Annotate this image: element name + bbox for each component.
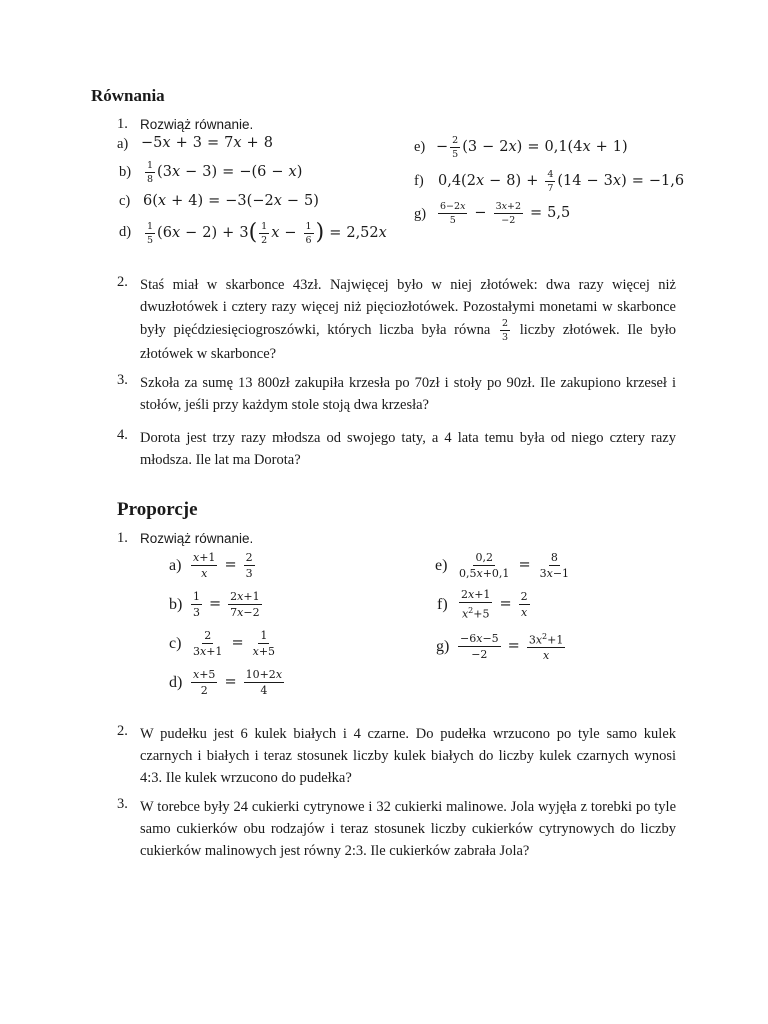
item-label: b): [169, 596, 183, 613]
item-label: b): [119, 164, 132, 180]
item-label: a): [117, 136, 129, 152]
section-title-proporcje: Proporcje: [117, 499, 198, 520]
equation: $\frac{1}{8}$ (3 x − 3) = −(6 − x ): [147, 159, 303, 185]
section-title-rownania: Równania: [91, 86, 165, 105]
item-label: c): [169, 635, 182, 652]
task-number: 3.: [117, 372, 128, 388]
task-number: 1.: [117, 530, 128, 546]
equation: $\frac{x+1}{x}$ = $\frac{2}{3}$: [193, 550, 253, 580]
item-label: a): [169, 557, 182, 574]
item-label: c): [119, 193, 131, 209]
equation: − $\frac{2}{5}$ (3 − 2 x ) = 0,1(4 x + 1): [436, 134, 628, 160]
task-instruction: Rozwiąż równanie.: [140, 531, 254, 546]
item-label: e): [435, 557, 448, 574]
task-text: Staś miał w skarbonce 43zł. Najwięcej było w niej złotówek: dwa razy więcej niż dwuzłotówek i cztery razy więcej niż pięciozłotówek. Pozostałymi monetami w skarbonce były pięćdziesięciogroszówki, których liczba była równa $\frac{2}{3}$ liczby złotówek. Ile było złotówek w skarbonce?: [140, 277, 676, 362]
equation: $\frac{-6x-5}{-2}$ = $\frac{3x^2+1}{x}$: [460, 631, 564, 663]
equation: 6( x + 4) = −3(−2 x − 5): [143, 193, 319, 209]
task-number: 3.: [117, 796, 128, 812]
item-label: f): [414, 173, 424, 189]
equation: $\frac{6-2x}{5}$ − $\frac{3x+2}{-2}$ = 5,5: [440, 200, 571, 226]
task-number: 2.: [117, 723, 128, 739]
item-label: d): [119, 224, 132, 240]
task-number: 4.: [117, 427, 128, 443]
equation: $\frac{0,2}{0,5x+0,1}$ = $\frac{8}{3x-1}$: [459, 550, 570, 580]
equation: $\frac{x+5}{2}$ = $\frac{10+2x}{4}$: [193, 667, 283, 697]
item-label: d): [169, 674, 183, 691]
task-number: 1.: [117, 116, 128, 132]
task-text: Szkoła za sumę 13 800zł zakupiła krzesła po 70zł i stoły po 90zł. Ile zakupiono krzeseł i stołów, jeśli przy każdym stole stoją dwa krzesła?: [140, 375, 676, 413]
equation: $\frac{2}{3x+1}$ = $\frac{1}{x+5}$: [193, 628, 276, 658]
equation: $\frac{2x+1}{x^2+5}$ = $\frac{2}{x}$: [461, 587, 528, 621]
task-text: W torebce były 24 cukierki cytrynowe i 32 cukierki malinowe. Jola wyjęła z torebki po tyle samo cukierków obu rodzajów i teraz stosunek liczby cukierków cytrynowych do liczby cukierków malinowych jest równy 2:3. Ile cukierków zabrała Jola?: [140, 799, 676, 859]
equation: $\frac{1}{5}$ (6 x − 2) + 3 ( $\frac{1}{2}$ x − $\frac{1}{6}$ ) = 2,52 x: [147, 220, 387, 246]
item-label: g): [436, 638, 450, 655]
task-text: W pudełku jest 6 kulek białych i 4 czarne. Do pudełka wrzucono po tyle samo kulek czarnych i białych i teraz stosunek liczby kulek białych do liczby kulek czarnych wynosi 4:3. Ile kulek wrzucono do pudełka?: [140, 726, 676, 786]
item-label: e): [414, 139, 426, 155]
item-label: g): [414, 206, 427, 222]
item-label: f): [437, 596, 448, 613]
equation: 0,4(2 x − 8) + $\frac{4}{7}$ (14 − 3 x ) = −1,6: [438, 168, 685, 194]
task-number: 2.: [117, 274, 128, 290]
task-text: Dorota jest trzy razy młodsza od swojego taty, a 4 lata temu była od niego cztery razy młodsza. Ile lat ma Dorota?: [140, 430, 676, 468]
equation: −5 x + 3 = 7 x + 8: [141, 135, 273, 151]
task-instruction: Rozwiąż równanie.: [140, 117, 254, 132]
equation: $\frac{1}{3}$ = $\frac{2x+1}{7x-2}$: [193, 589, 260, 619]
